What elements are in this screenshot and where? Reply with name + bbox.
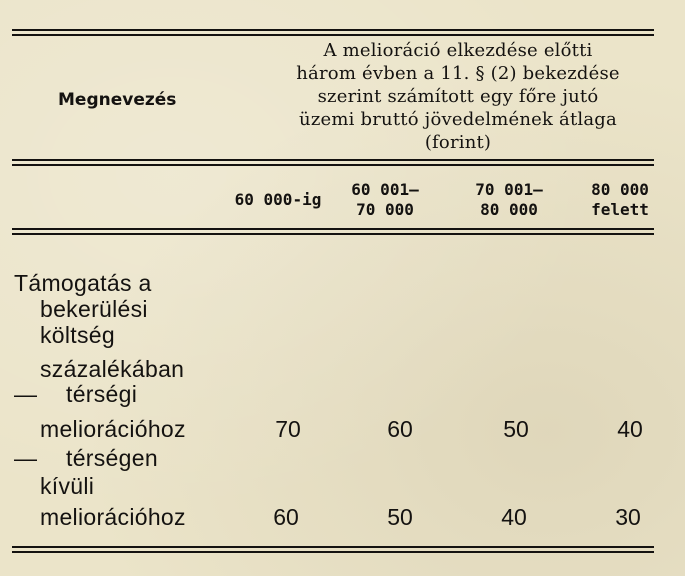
bottom-rule	[12, 546, 654, 553]
category-4-line1: 80 000	[591, 180, 649, 199]
row-1-value-3: 50	[503, 416, 529, 442]
category-3-line1: 70 001—	[475, 180, 543, 199]
category-2-line1: 60 001—	[351, 180, 419, 199]
row-2-dash: —	[14, 445, 38, 471]
row-1-value-2: 60	[387, 416, 413, 442]
group-title-line-1: A melioráció elkezdése előtti	[323, 40, 593, 61]
category-3-line2: 80 000	[480, 200, 538, 219]
header-rule	[12, 159, 654, 166]
category-1-line1: 60 000-ig	[234, 190, 322, 209]
row-2-label-line-2: kívüli	[40, 473, 95, 499]
category-header-2	[340, 180, 430, 220]
row-1-label-line-2: meliorációhoz	[40, 416, 186, 442]
row-1-value-4: 40	[617, 416, 643, 442]
row-1-value-1: 70	[275, 416, 301, 442]
body-label-line-2: bekerülési	[40, 296, 148, 322]
group-title-line-4: üzemi bruttó jövedelmének átlaga	[299, 109, 617, 130]
name-column-header: Megnevezés	[58, 90, 177, 110]
category-4-line2: felett	[591, 200, 649, 219]
row-2-label-line-1: térségen	[66, 445, 158, 471]
row-2-value-3: 40	[501, 504, 527, 530]
row-2-value-2: 50	[387, 504, 413, 530]
group-title-line-5: (forint)	[424, 132, 492, 153]
group-title-line-3: szerint számított egy főre jutó	[317, 86, 599, 107]
category-header-3	[464, 180, 554, 220]
row-2-label-line-3: meliorációhoz	[40, 504, 186, 530]
row-1-dash: —	[14, 381, 38, 407]
category-2-line2: 70 000	[356, 200, 414, 219]
category-rule	[12, 228, 654, 235]
row-1-label-line-1: térségi	[66, 381, 138, 407]
top-rule	[12, 29, 654, 36]
group-title-line-2: három évben a 11. § (2) bekezdése	[296, 63, 620, 84]
body-label-line-1: Támogatás a	[14, 270, 152, 296]
body-label-line-4: százalékában	[40, 356, 185, 382]
row-2-value-4: 30	[615, 504, 641, 530]
category-header-1	[228, 190, 328, 210]
body-label-line-3: költség	[40, 322, 115, 348]
category-header-4	[575, 180, 665, 220]
row-2-value-1: 60	[273, 504, 299, 530]
